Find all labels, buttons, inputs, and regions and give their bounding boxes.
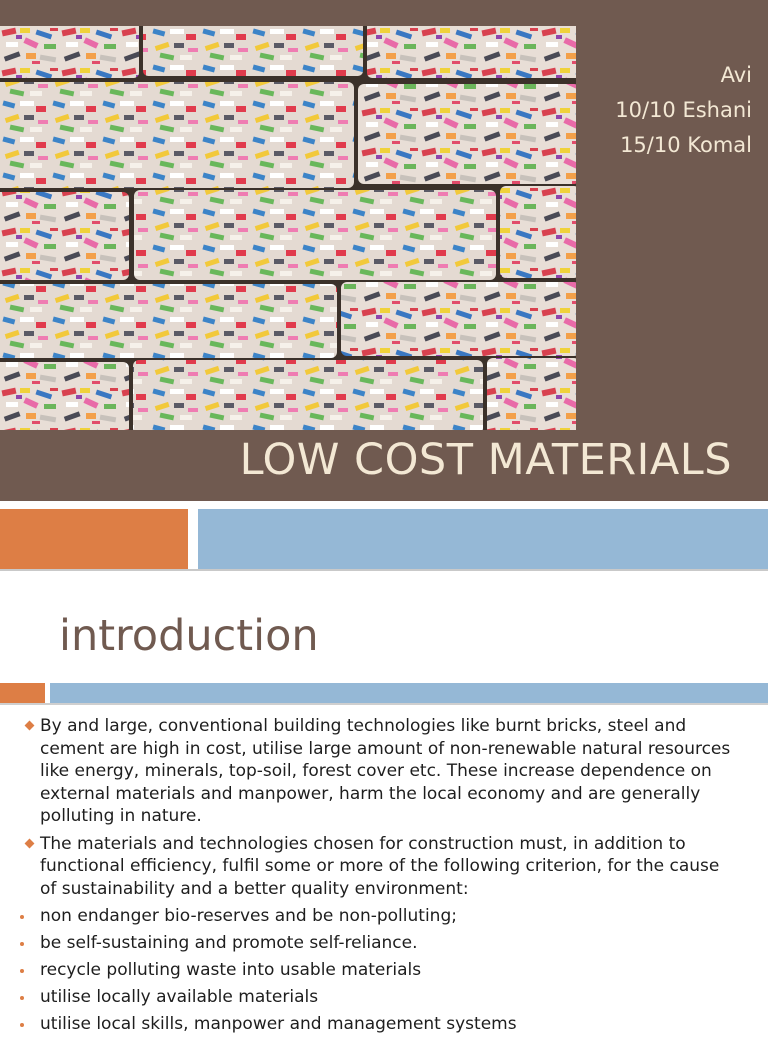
list-item: [0, 715, 768, 828]
list-item: [0, 959, 768, 982]
bullet-list: [0, 715, 768, 1040]
list-item: [0, 833, 768, 901]
orange-accent-bar: [0, 509, 188, 569]
author-line: 10/10 Eshani: [615, 98, 752, 122]
dot-bullet-icon: [20, 969, 24, 973]
list-item: [0, 905, 768, 928]
list-item-text: By and large, conventional building technologies like burnt bricks, steel and cement are high in cost, utilise large amount of non-renewable natural resources like energy, minerals, top-soil, forest cover etc. These increase dependence on external materials and manpower, harm the local economy and are generally polluting in nature.: [40, 716, 731, 826]
blue-accent-bar: [50, 683, 768, 703]
author-line: 15/10 Komal: [620, 133, 752, 157]
accent-band: [0, 501, 768, 571]
dot-bullet-icon: [20, 996, 24, 1000]
author-line: Avi: [720, 63, 752, 87]
author-list: [615, 58, 752, 163]
paper-brick-wall-illustration: [0, 26, 576, 430]
list-item: [0, 986, 768, 1009]
orange-accent-bar: [0, 683, 45, 703]
list-item: [0, 1013, 768, 1036]
paper-brick-wall-image: [0, 26, 576, 430]
list-item-text: The materials and technologies chosen for construction must, in addition to functional efficiency, fulfil some or more of the following criterion, for the cause of sustainability and a better quality environment:: [40, 833, 720, 899]
title-slide: [0, 0, 768, 501]
divider: [0, 703, 768, 705]
introduction-slide: [0, 571, 768, 1034]
diamond-bullet-icon: [25, 838, 35, 848]
slide-title: LOW COST MATERIALS: [239, 435, 732, 485]
list-item-text: utilise locally available materials: [40, 987, 319, 1007]
blue-accent-bar: [198, 509, 768, 569]
diamond-bullet-icon: [25, 721, 35, 731]
dot-bullet-icon: [20, 942, 24, 946]
list-item-text: non endanger bio-reserves and be non-polluting;: [40, 906, 457, 926]
list-item-text: recycle polluting waste into usable materials: [40, 960, 422, 980]
dot-bullet-icon: [20, 915, 24, 919]
list-item: [0, 932, 768, 955]
list-item-text: utilise local skills, manpower and management systems: [40, 1014, 517, 1034]
slide-title: introduction: [59, 611, 319, 661]
list-item-text: be self-sustaining and promote self-reliance.: [40, 933, 418, 953]
